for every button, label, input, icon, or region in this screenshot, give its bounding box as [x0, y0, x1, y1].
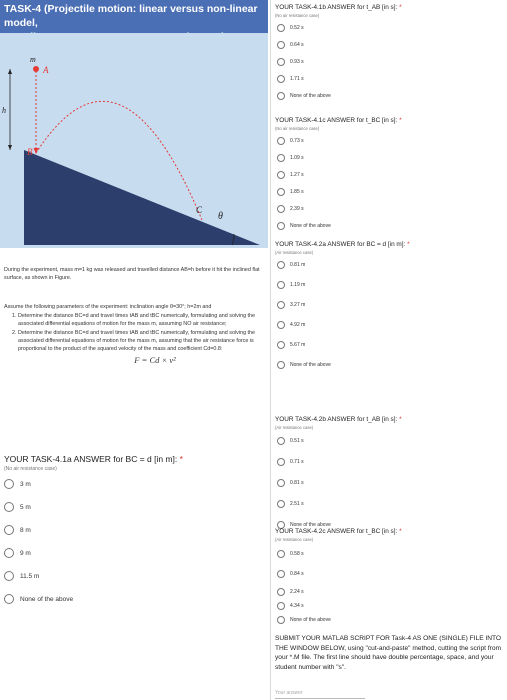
option-label: 0.93 s [290, 59, 304, 65]
q41b-option-5[interactable] [277, 90, 331, 102]
required-marker: * [179, 454, 183, 464]
q41c-option-2[interactable] [277, 152, 304, 164]
option-label: 1.27 s [290, 172, 304, 178]
q42c-option-3[interactable] [277, 586, 304, 598]
q41a-option-1[interactable] [4, 478, 31, 490]
option-label: None of the above [290, 223, 331, 229]
option-label: 3 m [20, 480, 31, 488]
radio-button[interactable] [277, 341, 285, 349]
option-label: None of the above [290, 522, 331, 528]
label-A: A [43, 65, 49, 75]
required-marker: * [407, 241, 410, 248]
option-label: None of the above [290, 617, 331, 623]
radio-button[interactable] [277, 281, 285, 289]
radio-button[interactable] [277, 205, 285, 213]
radio-button[interactable] [277, 188, 285, 196]
q42c-option-2[interactable] [277, 568, 304, 580]
option-label: 1.09 s [290, 155, 304, 161]
q41c-note: (No air resistance case) [275, 126, 320, 131]
radio-button[interactable] [277, 602, 285, 610]
radio-button[interactable] [277, 570, 285, 578]
q41a-option-6[interactable] [4, 593, 73, 605]
q41a-title: YOUR TASK-4.1a ANSWER for BC = d [in m]: * [4, 454, 183, 464]
option-label: 0.64 s [290, 42, 304, 48]
radio-button[interactable] [277, 500, 285, 508]
radio-button[interactable] [277, 92, 285, 100]
task-list [18, 312, 266, 353]
description-intro: During the experiment, mass m=1 kg was released and travelled distance AB=h before it hit the inclined flat surface, as shown in Figure. [4, 267, 260, 281]
q41c-option-5[interactable] [277, 203, 304, 215]
radio-button[interactable] [277, 301, 285, 309]
option-label: 0.84 s [290, 571, 304, 577]
radio-button[interactable] [277, 361, 285, 369]
option-label: 0.81 s [290, 480, 304, 486]
radio-button[interactable] [277, 75, 285, 83]
option-label: 0.71 s [290, 459, 304, 465]
radio-button[interactable] [4, 479, 14, 489]
option-label: 3.27 m [290, 302, 306, 308]
radio-button[interactable] [277, 58, 285, 66]
q42b-title: YOUR TASK-4.2b ANSWER for t_AB [in s]: * [275, 416, 402, 423]
radio-button[interactable] [277, 137, 285, 145]
q42b-option-1[interactable] [277, 435, 304, 447]
q42a-option-3[interactable] [277, 299, 305, 311]
q42b-option-2[interactable] [277, 456, 304, 468]
q42a-title: YOUR TASK-4.2a ANSWER for BC = d [in m]: * [275, 241, 410, 248]
q41a-note: (No air resistance case) [4, 466, 57, 472]
option-label: None of the above [290, 362, 331, 368]
option-label: 9 m [20, 549, 31, 557]
option-label: 0.58 s [290, 551, 304, 557]
right-column [270, 0, 507, 700]
label-C: C [196, 205, 203, 215]
q42a-option-6[interactable] [277, 359, 331, 371]
option-label: 0.73 s [290, 138, 304, 144]
q42c-option-4[interactable] [277, 600, 304, 612]
option-label: 4.92 m [290, 322, 306, 328]
answer-input[interactable]: Your answer [275, 690, 365, 699]
radio-button[interactable] [4, 502, 14, 512]
radio-button[interactable] [4, 594, 14, 604]
q42c-title: YOUR TASK-4.2c ANSWER for t_BC [in s]: * [275, 528, 402, 535]
option-label: 2.39 s [290, 206, 304, 212]
radio-button[interactable] [277, 154, 285, 162]
radio-button[interactable] [4, 548, 14, 558]
q41a-option-4[interactable] [4, 547, 31, 559]
option-label: 8 m [20, 526, 31, 534]
task-item-1: 1. Determine the distance BC=d and travel times tAB and tBC numerically, formulating and solving the associated differential equations of motion for the mass m, assuming NO air resistance; [18, 312, 266, 328]
required-marker: * [399, 4, 402, 11]
radio-button[interactable] [277, 479, 285, 487]
q41a-option-5[interactable] [4, 570, 39, 582]
option-label: None of the above [290, 93, 331, 99]
radio-button[interactable] [4, 571, 14, 581]
q41c-option-4[interactable] [277, 186, 304, 198]
radio-button[interactable] [277, 437, 285, 445]
q42a-note: (Air resistance case) [275, 250, 314, 255]
label-m: m [30, 55, 36, 64]
projectile-figure [0, 33, 268, 248]
required-marker: * [399, 528, 402, 535]
q41b-option-1[interactable] [277, 22, 304, 34]
q42a-option-1[interactable] [277, 259, 305, 271]
label-h: h [2, 106, 6, 115]
q42c-option-1[interactable] [277, 548, 304, 560]
drag-formula: F = Cd × v² [134, 355, 176, 365]
q41b-option-2[interactable] [277, 39, 304, 51]
task-item-2: 2. Determine the distance BC=d and travel times tAB and tBC numerically, formulating and solving the associated differential equations of motion for the mass m, assuming that the air resistance force is proportional to the product of the squared velocity of the mass and coefficient Cd=0.8: [18, 329, 266, 353]
q41a-option-2[interactable] [4, 501, 31, 513]
q41b-title: YOUR TASK-4.1b ANSWER for t_AB [in s]: * [275, 4, 402, 11]
radio-button[interactable] [277, 321, 285, 329]
radio-button[interactable] [4, 525, 14, 535]
option-label: 4.34 s [290, 603, 304, 609]
radio-button[interactable] [277, 171, 285, 179]
radio-button[interactable] [277, 261, 285, 269]
q41b-option-4[interactable] [277, 73, 304, 85]
option-label: 5.67 m [290, 342, 306, 348]
q41c-title: YOUR TASK-4.1c ANSWER for t_BC [in s]: * [275, 117, 402, 124]
q41c-option-3[interactable] [277, 169, 304, 181]
option-label: 11.5 m [20, 572, 40, 580]
description-tasks [4, 303, 266, 364]
option-label: 0.81 m [290, 262, 306, 268]
required-marker: * [399, 416, 402, 423]
description-params: Assume the following parameters of the experiment: inclination angle θ=30°; h=2m and [4, 304, 212, 310]
q41c-option-1[interactable] [277, 135, 304, 147]
q41a-option-3[interactable] [4, 524, 31, 536]
task-title-line1: TASK-4 (Projectile motion: linear versus non-linear model, [4, 3, 258, 29]
option-label: 2.24 s [290, 589, 304, 595]
option-label: 2.51 s [290, 501, 304, 507]
q42c-option-5[interactable] [277, 614, 331, 626]
radio-button[interactable] [277, 41, 285, 49]
q42b-option-4[interactable] [277, 498, 304, 510]
radio-button[interactable] [277, 550, 285, 558]
q42b-note: (Air resistance case) [275, 425, 314, 430]
radio-button[interactable] [277, 588, 285, 596]
option-label: None of the above [20, 595, 74, 603]
task-header [0, 0, 268, 33]
option-label: 0.52 s [290, 25, 304, 31]
submit-instructions: SUBMIT YOUR MATLAB SCRIPT FOR Task-4 AS ONE (SINGLE) FILE INTO THE WINDOW BELOW, using "cut-and-paste" method, cutting the script from your *.M file. The first line should have double percentage, space, and your student number with "s". [275, 635, 502, 671]
option-label: 5 m [20, 503, 31, 511]
option-label: 1.85 s [290, 189, 304, 195]
q42a-option-2[interactable] [277, 279, 305, 291]
radio-button[interactable] [277, 616, 285, 624]
q42c-note: (Air resistance case) [275, 537, 314, 542]
radio-button[interactable] [277, 222, 285, 230]
mass-dot [33, 66, 39, 72]
q41b-option-3[interactable] [277, 56, 304, 68]
q41b-note: (No air resistance case) [275, 13, 320, 18]
label-B: B [27, 147, 33, 157]
q41c-option-6[interactable] [277, 220, 331, 232]
q42a-option-4[interactable] [277, 319, 305, 331]
radio-button[interactable] [277, 458, 285, 466]
q42a-option-5[interactable] [277, 339, 305, 351]
radio-button[interactable] [277, 24, 285, 32]
option-label: 1.71 s [290, 76, 304, 82]
option-label: 1.19 m [290, 282, 306, 288]
required-marker: * [399, 117, 402, 124]
q42b-option-3[interactable] [277, 477, 304, 489]
option-label: 0.51 s [290, 438, 304, 444]
label-theta: θ [218, 211, 223, 222]
